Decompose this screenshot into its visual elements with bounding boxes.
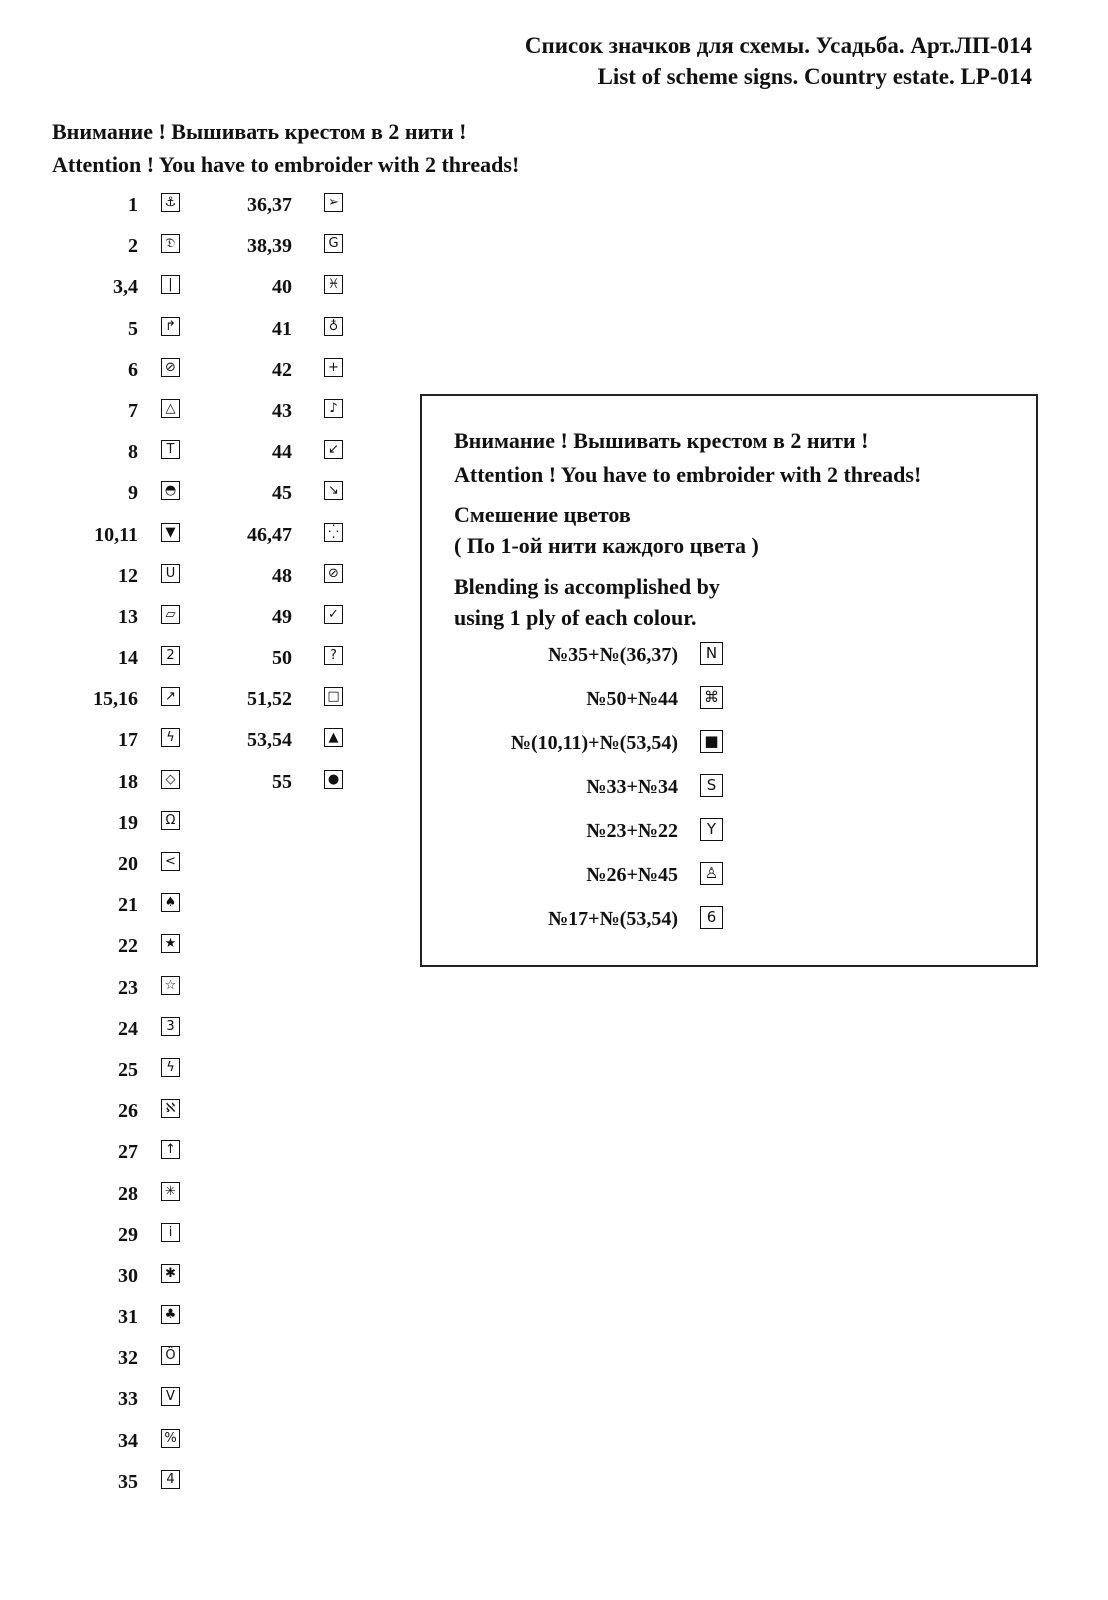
sign-symbol-icon: ?: [324, 646, 343, 665]
sign-number: 10,11: [94, 523, 138, 546]
sign-number: 3,4: [113, 276, 138, 299]
sign-symbol-icon: ⁛: [324, 523, 343, 542]
sign-number: 24: [118, 1017, 138, 1040]
box-attention: [454, 424, 921, 492]
sign-number: 36,37: [247, 194, 292, 216]
attention-notice: [52, 115, 519, 181]
sign-symbol-icon: i: [161, 1223, 180, 1242]
sign-number: 25: [118, 1058, 138, 1081]
sign-number: 43: [272, 399, 292, 422]
mixing-title: Смешение цветов: [454, 502, 631, 527]
sign-symbol-icon: 3: [161, 1017, 180, 1036]
sign-number: 45: [272, 482, 292, 505]
sign-number: 26: [118, 1100, 138, 1123]
blend-row: [422, 768, 1036, 812]
sign-symbol-icon: ★: [161, 934, 180, 953]
sign-symbol-icon: %: [161, 1429, 180, 1448]
sign-symbol-icon: ↗: [161, 687, 180, 706]
blend-symbol-icon: ♙: [700, 862, 723, 885]
blending-heading: [454, 571, 720, 633]
sign-symbol-icon: Ω: [161, 811, 180, 830]
sign-number: 42: [272, 358, 292, 381]
sign-symbol-icon: ♣: [161, 1305, 180, 1324]
sign-symbol-icon: ●: [324, 770, 343, 789]
mixing-heading: [454, 499, 759, 561]
attention-ru: Внимание ! Вышивать крестом в 2 нити !: [52, 119, 467, 144]
sign-symbol-icon: ♪: [324, 399, 343, 418]
sign-number: 29: [118, 1223, 138, 1246]
blend-formula: №50+№44: [586, 688, 678, 710]
sign-number: 7: [128, 399, 138, 422]
sign-number: 6: [128, 358, 138, 381]
sign-symbol-icon: ➢: [324, 193, 343, 212]
sign-number: 50: [272, 647, 292, 670]
sign-number: 55: [272, 770, 292, 793]
sign-symbol-icon: ✱: [161, 1264, 180, 1283]
sign-symbol-icon: Ö: [161, 1346, 180, 1365]
sign-symbol-icon: ☆: [161, 976, 180, 995]
sign-symbol-icon: T: [161, 440, 180, 459]
sign-number: 5: [128, 317, 138, 340]
sign-number: 27: [118, 1141, 138, 1164]
sign-symbol-icon: ↱: [161, 317, 180, 336]
sign-number: 2: [128, 235, 138, 258]
attention-en: Attention ! You have to embroider with 2 threads!: [52, 152, 520, 177]
blending-line-1: Blending is accomplished by: [454, 574, 720, 599]
blend-row: [422, 724, 1036, 768]
sign-symbol-icon: ϟ: [161, 1058, 180, 1077]
header-title-ru: Список значков для схемы. Усадьба. Арт.ЛП-014: [524, 33, 1032, 58]
document-header: [525, 30, 1032, 92]
sign-number: 38,39: [247, 235, 292, 258]
sign-number: 17: [118, 729, 138, 752]
sign-number: 41: [272, 317, 292, 340]
sign-symbol-icon: △: [161, 399, 180, 418]
sign-number: 28: [118, 1182, 138, 1205]
sign-symbol-icon: +: [324, 358, 343, 377]
sign-number: 48: [272, 564, 292, 587]
sign-number: 23: [118, 976, 138, 999]
header-title-en: List of scheme signs. Country estate. LP-014: [597, 64, 1032, 89]
blend-formula: №33+№34: [586, 776, 678, 798]
blend-list: [422, 636, 1036, 944]
sign-number: 22: [118, 935, 138, 958]
sign-symbol-icon: □: [324, 687, 343, 706]
sign-number: 19: [118, 811, 138, 834]
sign-symbol-icon: ✓: [324, 605, 343, 624]
sign-symbol-icon: ▲: [324, 728, 343, 747]
blend-symbol-icon: N: [700, 642, 723, 665]
sign-symbol-icon: ↘: [324, 481, 343, 500]
sign-number: 35: [118, 1470, 138, 1493]
blend-formula: №23+№22: [586, 820, 678, 842]
sign-number: 20: [118, 853, 138, 875]
blend-symbol-icon: 6: [700, 906, 723, 929]
blending-line-2: using 1 ply of each colour.: [454, 605, 697, 630]
sign-number: 1: [128, 194, 138, 216]
sign-symbol-icon: ⚓: [161, 193, 180, 212]
sign-number: 21: [118, 894, 138, 917]
sign-number: 51,52: [247, 688, 292, 711]
sign-number: 18: [118, 770, 138, 793]
blend-row: [422, 636, 1036, 680]
sign-symbol-icon: ◓: [161, 481, 180, 500]
blend-row: [422, 680, 1036, 724]
sign-symbol-icon: ⊘: [161, 358, 180, 377]
blend-symbol-icon: ⌘: [700, 686, 723, 709]
sign-symbol-icon: ⊘: [324, 564, 343, 583]
sign-symbol-icon: ✳: [161, 1182, 180, 1201]
sign-number: 49: [272, 605, 292, 628]
sign-symbol-icon: ♠: [161, 893, 180, 912]
sign-symbol-icon: ▱: [161, 605, 180, 624]
blending-info-box: [420, 394, 1038, 967]
sign-number: 13: [118, 605, 138, 628]
blend-row: [422, 812, 1036, 856]
blend-symbol-icon: Y: [700, 818, 723, 841]
sign-number: 53,54: [247, 729, 292, 752]
sign-symbol-icon: 2: [161, 646, 180, 665]
sign-number: 12: [118, 564, 138, 587]
sign-symbol-icon: <: [161, 852, 180, 871]
sign-number: 44: [272, 441, 292, 464]
sign-symbol-icon: ↑: [161, 1140, 180, 1159]
sign-number: 9: [128, 482, 138, 505]
sign-symbol-icon: ϟ: [161, 728, 180, 747]
box-attention-ru: Внимание ! Вышивать крестом в 2 нити !: [454, 428, 869, 453]
sign-symbol-icon: ♁: [324, 317, 343, 336]
sign-symbol-icon: ♓: [324, 275, 343, 294]
sign-number: 31: [118, 1306, 138, 1329]
sign-number: 14: [118, 647, 138, 670]
sign-symbol-icon: 4: [161, 1470, 180, 1489]
blend-formula: №35+№(36,37): [548, 644, 678, 666]
sign-number: 32: [118, 1347, 138, 1370]
sign-number: 40: [272, 276, 292, 299]
blend-row: [422, 856, 1036, 900]
sign-number: 30: [118, 1264, 138, 1287]
sign-symbol-icon: 𝔇: [161, 234, 180, 253]
blend-formula: №17+№(53,54): [548, 908, 678, 930]
sign-symbol-icon: V: [161, 1387, 180, 1406]
sign-symbol-icon: U: [161, 564, 180, 583]
sign-symbol-icon: ↙: [324, 440, 343, 459]
sign-symbol-icon: |: [161, 275, 180, 294]
blend-formula: №26+№45: [586, 864, 678, 886]
box-attention-en: Attention ! You have to embroider with 2 threads!: [454, 462, 922, 487]
blend-formula: №(10,11)+№(53,54): [510, 732, 678, 754]
sign-number: 34: [118, 1429, 138, 1452]
sign-number: 8: [128, 441, 138, 464]
blend-symbol-icon: S: [700, 774, 723, 797]
sign-symbol-icon: G: [324, 234, 343, 253]
sign-symbol-icon: ℵ: [161, 1099, 180, 1118]
mixing-subtitle: ( По 1-ой нити каждого цвета ): [454, 533, 759, 558]
sign-number: 33: [118, 1388, 138, 1411]
sign-symbol-icon: ▼: [161, 523, 180, 542]
sign-number: 15,16: [93, 688, 138, 711]
blend-row: [422, 900, 1036, 944]
sign-number: 46,47: [247, 523, 292, 546]
sign-symbol-icon: ◇: [161, 770, 180, 789]
blend-symbol-icon: ■: [700, 730, 723, 753]
